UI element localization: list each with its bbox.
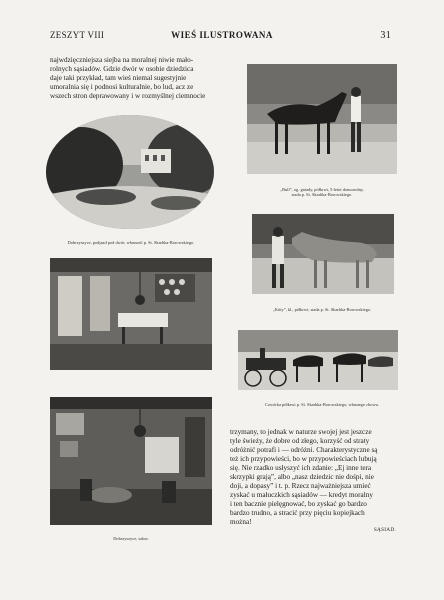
caption-line: stada p. St. Skarbka-Borowskiego. (291, 192, 353, 198)
text-line: skrzypki grają”, albo „nasz dziedzic nie dośpi, nie (230, 473, 374, 481)
bull-horse-photo (247, 64, 397, 174)
text-line: można! (230, 518, 252, 526)
salon-caption: Dobrzyszyce, salon. (113, 536, 149, 541)
text-line: też ich przypowieści, bo w przypowieściach lubują (230, 455, 377, 463)
carriage-photo (238, 330, 398, 390)
text-line: rolnych sąsiadów. Gdzie dwór w osobie dziedzica (50, 65, 194, 73)
journal-title: WIEŚ ILUSTROWANA (171, 30, 273, 40)
author-signature: SĄSIAD. (373, 527, 396, 533)
text-line: odróżnić potrafi i — odróżni. Charakterystyczne są (230, 446, 378, 454)
manor-driveway-photo (46, 115, 214, 229)
text-line: trzymany, to jednak w naturze swojej jest jeszcze (230, 428, 372, 436)
article-text-top (50, 56, 219, 101)
text-line: doji, a dopasy” i t. p. Rzecz najważniejsza umieć (230, 482, 371, 490)
text-line: najwdzięczniejsza siejba na moralnej niwie mało- (50, 56, 194, 64)
text-line: zyskać u małuczkich sąsiadów — kredyt moralny (230, 491, 373, 499)
kitty-caption: „Kitty”, kl., półkrwi, stada p. St. Skarbka-Borowskiego. (272, 307, 372, 312)
text-line: umoralnia się i podnosi kulturalnie, bo lud, acz ze (50, 83, 194, 91)
carriage-caption (245, 402, 399, 407)
text-line: tyle świeży, że dobre od złego, korzyść od straty (230, 437, 370, 445)
issue-label: ZESZYT VIII (50, 30, 105, 40)
page-number: 31 (380, 30, 391, 41)
dining-room-photo (50, 258, 212, 370)
article-text-bottom (230, 428, 399, 527)
caption-line: Czwórka półkrwi p. St. Skarbka-Borowskiego, własnego chowu. (265, 402, 379, 407)
kitty-horse-photo (252, 214, 394, 294)
manor-caption: Dobrzyszyce, podjazd pod dwór, własność p. St. Skarbka-Borowskiego. (67, 240, 195, 245)
text-line: daje taki przykład, tam wieś niemal sugestyjnie (50, 74, 187, 82)
text-line: i ten bacznie pielęgnować, bo zyskać go bardzo (230, 500, 367, 508)
text-line: wszech stron deprawowany i w rozmyślnej ciemnocie (50, 92, 206, 100)
text-line: się. Nie rzadko usłyszyć ich zdanie: „Ej inne tera (230, 464, 372, 472)
text-line: bardzo trudno, a stracić przy pięciu kopiejkach (230, 509, 365, 517)
salon-photo (50, 397, 212, 525)
bull-caption (245, 187, 399, 198)
caption-line: „Bull”, og. gniady, półkrwi, 5-letni domorodny, (280, 187, 364, 192)
